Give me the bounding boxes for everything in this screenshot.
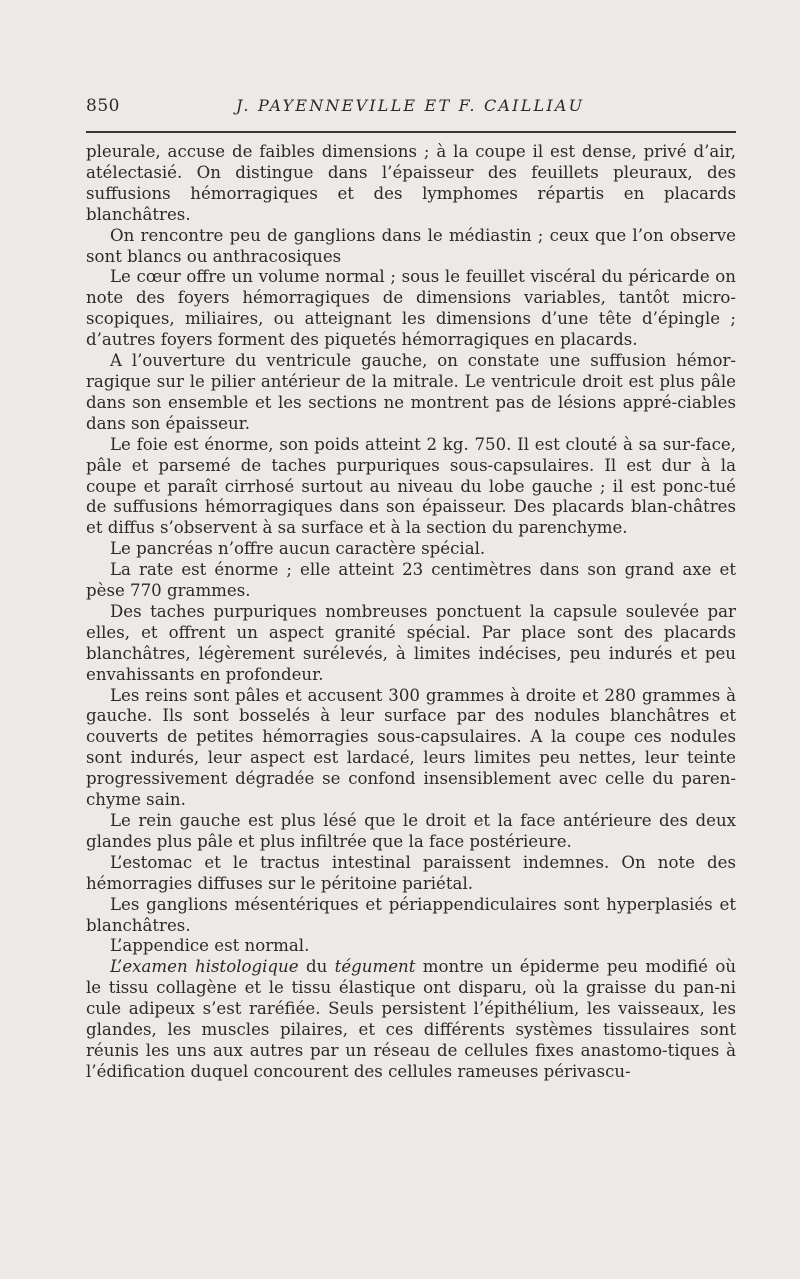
paragraph: On rencontre peu de ganglions dans le médiastin ; ceux que l’on observe sont blancs ou anthracosiques bbox=[86, 225, 736, 266]
paragraph-histology bbox=[86, 957, 736, 1082]
page-header bbox=[86, 96, 736, 122]
text-span: montre un épiderme peu modifié où le tissu collagène et le tissu élastique ont disparu, où la graisse du pan-ni cule adipeux s’est raréfiée. Seuls persistent l’épithélium, les vaisseaux, les glandes, les muscles pilaires, et ces différents systèmes tissulaires sont réunis les uns aux autres par un réseau de cellules fixes anastomo-tiques à l’édification duquel concourent des cellules rameuses périvascu- bbox=[86, 957, 737, 1081]
paragraph: Des taches purpuriques nombreuses ponctuent la capsule soulevée par elles, et offrent un aspect granité spécial. Par place sont des placards blanchâtres, légèrement surélevés, à limites indécises, peu indurés et peu envahissants en profondeur. bbox=[86, 601, 736, 684]
body-text bbox=[86, 142, 736, 1083]
italic-phrase: tégument bbox=[334, 957, 416, 977]
running-head: J. PAYENNEVILLE ET F. CAILLIAU bbox=[236, 96, 585, 115]
header-rule bbox=[86, 131, 736, 133]
paragraph: La rate est énorme ; elle atteint 23 centimètres dans son grand axe et pèse 770 grammes. bbox=[86, 560, 736, 601]
paragraph: Le rein gauche est plus lésé que le droit et la face antérieure des deux glandes plus pâle et plus infiltrée que la face postérieure. bbox=[86, 811, 736, 851]
paragraph: L’appendice est normal. bbox=[110, 936, 310, 956]
paragraph: Le cœur offre un volume normal ; sous le feuillet viscéral du péricarde on note des foyers hémorragiques de dimensions variables, tantôt micro-scopiques, miliaires, ou atteignant les dimensions d’une tête d’épingle ; d’autres foyers forment des piquetés hémorragiques en placards. bbox=[86, 267, 736, 350]
page-number: 850 bbox=[86, 96, 120, 116]
paragraph: Les reins sont pâles et accusent 300 grammes à droite et 280 grammes à gauche. Ils sont bosselés à leur surface par des nodules blanchâtres et couverts de petites hémorragies sous-capsulaires. A la coupe ces nodules sont indurés, leur aspect est lardacé, leurs limites peu nettes, leur teinte progressivement dégradée se confond insensiblement avec celle du paren-chyme sain. bbox=[86, 685, 736, 810]
paragraph: Le pancréas n’offre aucun caractère spécial. bbox=[110, 539, 486, 559]
paragraph: Les ganglions mésentériques et périappendiculaires sont hyperplasiés et blanchâtres. bbox=[86, 894, 736, 935]
italic-phrase: L’examen histologique bbox=[110, 957, 299, 977]
paragraph: A l’ouverture du ventricule gauche, on constate une suffusion hémor-ragique sur le pilier antérieur de la mitrale. Le ventricule droit est plus pâle dans son ensemble et les sections ne montrent pas de lésions appré-ciables dans son épaisseur. bbox=[86, 351, 736, 433]
paragraph: L’estomac et le tractus intestinal paraissent indemnes. On note des hémorragies diffuses sur le péritoine pariétal. bbox=[86, 852, 736, 893]
paragraph: pleurale, accuse de faibles dimensions ; à la coupe il est dense, privé d’air, atélectasié. On distingue dans l’épaisseur des feuillets pleuraux, des suffusions hémorragiques et des lymphomes répartis en placards blanchâtres. bbox=[86, 142, 736, 224]
text-span: du bbox=[298, 957, 335, 977]
paragraph: Le foie est énorme, son poids atteint 2 kg. 750. Il est clouté à sa sur-face, pâle et parsemé de taches purpuriques sous-capsulaires. Il est dur à la coupe et paraît cirrhosé surtout au niveau du lobe gauche ; il est ponc-tué de suffusions hémorragiques dans son épaisseur. Des placards blan-châtres et diffus s’observent à sa surface et à la section du parenchyme. bbox=[86, 434, 736, 538]
